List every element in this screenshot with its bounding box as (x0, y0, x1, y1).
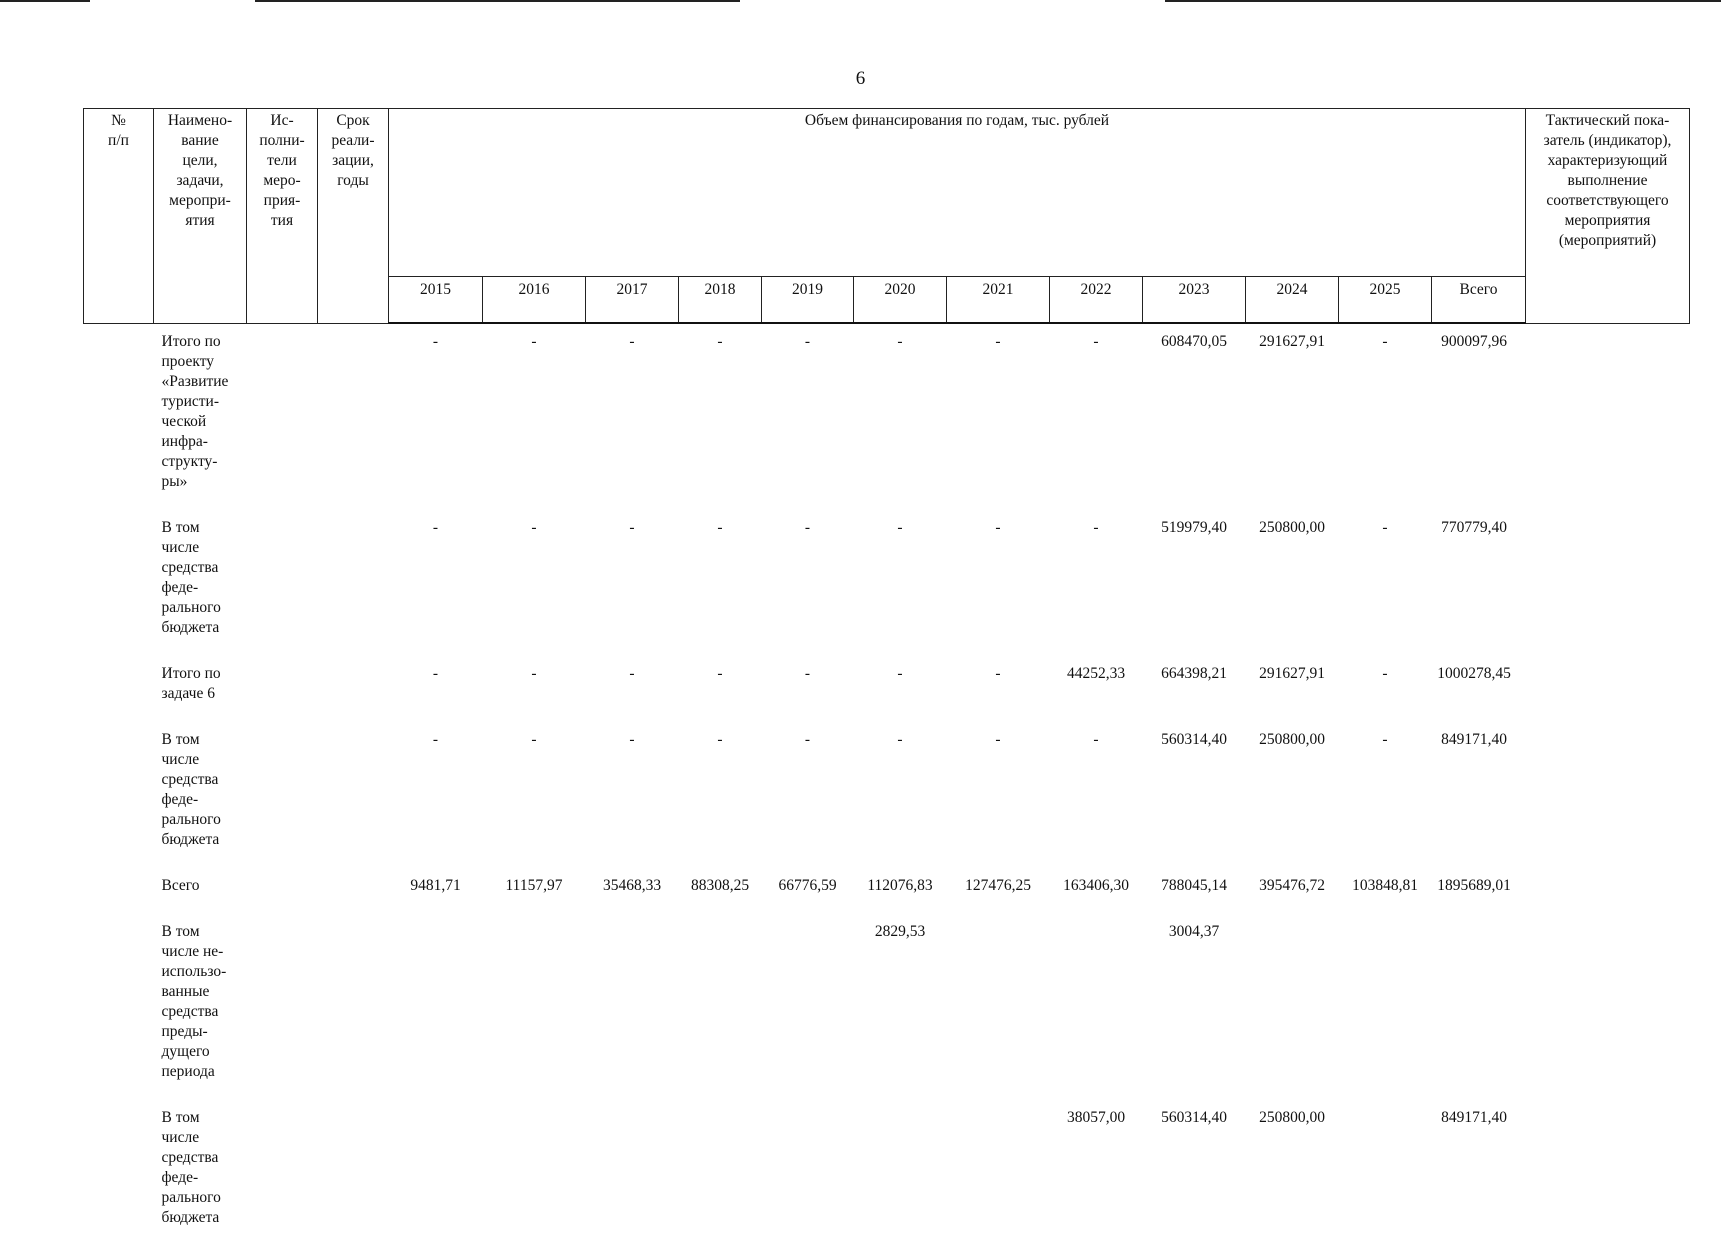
indicator-cell (1526, 1100, 1690, 1246)
row-period-cell (318, 914, 389, 1100)
value-cell: - (531, 730, 537, 748)
value-cell (483, 914, 586, 1100)
value-cell: - (432, 518, 439, 536)
value-cell: - (804, 518, 811, 536)
value-cell: - (531, 333, 537, 350)
table-row (84, 323, 1690, 510)
value-cell: 2829,53 (874, 922, 926, 940)
col-header-financing: Объем финансирования по годам, тыс. рублей (389, 109, 1526, 277)
indicator-cell (1526, 656, 1690, 722)
row-executors-cell (247, 868, 318, 914)
value-cell: - (432, 730, 439, 748)
value-cell: 788045,14 (1161, 876, 1227, 894)
row-num-cell (84, 656, 154, 722)
value-cell (389, 914, 483, 1100)
row-num-cell (84, 510, 154, 656)
row-executors-cell (247, 510, 318, 656)
value-cell: - (629, 333, 635, 350)
row-name: Итого по задаче 6 (161, 664, 221, 702)
col-header-period: Срок реали- зации, годы (318, 109, 389, 324)
value-cell (1246, 914, 1339, 1100)
row-executors-cell (247, 323, 318, 510)
row-executors-cell (247, 914, 318, 1100)
total-cell: 1000278,45 (1437, 664, 1511, 682)
value-cell: - (897, 333, 903, 350)
indicator-cell (1526, 323, 1690, 510)
value-cell: 3004,37 (1168, 922, 1220, 940)
total-cell: 770779,40 (1441, 518, 1507, 536)
value-cell: 250800,00 (1259, 1108, 1325, 1126)
table-row (84, 868, 1690, 914)
value-cell: 35468,33 (602, 876, 662, 894)
value-cell: 560314,40 (1161, 730, 1227, 748)
value-cell (1339, 914, 1432, 1100)
top-rule-middle (255, 0, 740, 2)
header-row (84, 109, 1690, 277)
row-period-cell (318, 656, 389, 722)
table-row (84, 1100, 1690, 1246)
table-row (84, 510, 1690, 656)
row-period-cell (318, 868, 389, 914)
value-cell (389, 1100, 483, 1246)
top-rule-right (1165, 0, 1721, 2)
total-header: Всего (1432, 277, 1526, 324)
total-cell (1432, 914, 1526, 1100)
row-name: Всего (161, 876, 200, 894)
value-cell: 519979,40 (1161, 518, 1227, 536)
row-name: В том числе средства феде- рального бюджета (161, 1108, 221, 1226)
year-header: 2023 (1143, 277, 1246, 324)
page-number: 6 (855, 68, 866, 89)
top-rule-left (0, 0, 90, 2)
row-num-cell (84, 1100, 154, 1246)
value-cell: 608470,05 (1161, 333, 1227, 350)
row-name: Итого по проекту «Развитие туристи- ческой инфра- структу- ры» (161, 332, 229, 490)
value-cell: - (717, 333, 723, 350)
indicator-cell (1526, 914, 1690, 1100)
value-cell (586, 914, 679, 1100)
indicator-cell (1526, 868, 1690, 914)
value-cell: 163406,30 (1063, 876, 1129, 894)
value-cell (947, 1100, 1050, 1246)
value-cell: - (995, 333, 1001, 350)
row-num-cell (84, 722, 154, 868)
row-num-cell (84, 914, 154, 1100)
year-header: 2021 (947, 277, 1050, 324)
value-cell (679, 1100, 762, 1246)
total-cell: 900097,96 (1441, 333, 1507, 350)
col-header-name: Наимено- вание цели, задачи, меропри- ятия (154, 109, 247, 324)
year-header: 2024 (1246, 277, 1339, 324)
indicator-cell (1526, 722, 1690, 868)
value-cell: - (804, 664, 811, 682)
value-cell (483, 1100, 586, 1246)
year-header: 2017 (586, 277, 679, 324)
value-cell: 44252,33 (1066, 664, 1126, 682)
value-cell: 11157,97 (505, 876, 563, 894)
row-num-cell (84, 323, 154, 510)
year-header: 2016 (483, 277, 586, 324)
value-cell: - (531, 664, 537, 682)
col-header-num: № п/п (84, 109, 154, 324)
value-cell: - (897, 518, 903, 536)
year-header: 2019 (762, 277, 854, 324)
year-header: 2022 (1050, 277, 1143, 324)
value-cell: - (629, 518, 635, 536)
col-header-executors: Ис- полни- тели меро- прия- тия (247, 109, 318, 324)
value-cell: - (717, 730, 723, 748)
row-name: В том числе не- использо- ванные средства преды- дущего периода (161, 922, 227, 1080)
value-cell: 250800,00 (1259, 730, 1325, 748)
indicator-cell (1526, 510, 1690, 656)
value-cell: - (531, 518, 537, 536)
row-num-cell (84, 868, 154, 914)
value-cell: 395476,72 (1259, 876, 1325, 894)
value-cell: - (1382, 333, 1388, 350)
year-header: 2020 (854, 277, 947, 324)
value-cell (854, 1100, 947, 1246)
row-name: В том числе средства феде- рального бюджета (161, 518, 221, 636)
row-executors-cell (247, 656, 318, 722)
year-header: 2018 (679, 277, 762, 324)
row-period-cell (318, 1100, 389, 1246)
value-cell: - (897, 730, 903, 748)
value-cell: - (629, 664, 635, 682)
year-header: 2025 (1339, 277, 1432, 324)
value-cell: - (717, 664, 723, 682)
value-cell: 250800,00 (1259, 518, 1325, 536)
row-executors-cell (247, 722, 318, 868)
value-cell: - (1382, 730, 1388, 748)
table-row (84, 914, 1690, 1100)
year-header: 2015 (389, 277, 483, 324)
value-cell (586, 1100, 679, 1246)
value-cell: 66776,59 (778, 876, 837, 894)
value-cell: - (1382, 518, 1388, 536)
value-cell: - (804, 333, 811, 350)
table-row (84, 722, 1690, 868)
row-executors-cell (247, 1100, 318, 1246)
value-cell (762, 914, 854, 1100)
value-cell (762, 1100, 854, 1246)
value-cell (679, 914, 762, 1100)
value-cell: 291627,91 (1259, 664, 1325, 682)
value-cell: - (1382, 664, 1388, 682)
value-cell: 291627,91 (1259, 333, 1325, 350)
value-cell: 560314,40 (1161, 1108, 1227, 1126)
value-cell: - (995, 518, 1001, 536)
value-cell: 9481,71 (410, 876, 461, 894)
value-cell: 88308,25 (690, 876, 750, 894)
value-cell: 127476,25 (965, 876, 1031, 894)
row-period-cell (318, 722, 389, 868)
value-cell (1050, 914, 1143, 1100)
row-name: В том числе средства феде- рального бюджета (161, 730, 221, 848)
value-cell: 112076,83 (867, 876, 933, 894)
value-cell: 664398,21 (1161, 664, 1227, 682)
financing-table (83, 108, 1690, 1246)
value-cell: - (1093, 518, 1099, 536)
value-cell: - (629, 730, 635, 748)
value-cell: - (995, 664, 1001, 682)
row-period-cell (318, 510, 389, 656)
total-cell: 1895689,01 (1437, 876, 1511, 894)
row-period-cell (318, 323, 389, 510)
value-cell: - (432, 664, 439, 682)
value-cell (947, 914, 1050, 1100)
total-cell: 849171,40 (1441, 730, 1507, 748)
value-cell: - (432, 333, 439, 350)
value-cell: - (897, 664, 903, 682)
total-cell: 849171,40 (1441, 1108, 1507, 1126)
value-cell: - (1093, 730, 1099, 748)
value-cell: - (717, 518, 723, 536)
col-header-indicator: Тактический пока- затель (индикатор), характеризующий выполнение соответствующего мероприятия (мероприятий) (1526, 109, 1690, 324)
value-cell: - (804, 730, 811, 748)
value-cell: 38057,00 (1066, 1108, 1126, 1126)
table-row (84, 656, 1690, 722)
value-cell (1339, 1100, 1432, 1246)
value-cell: - (995, 730, 1001, 748)
value-cell: - (1093, 333, 1099, 350)
value-cell: 103848,81 (1352, 876, 1418, 894)
